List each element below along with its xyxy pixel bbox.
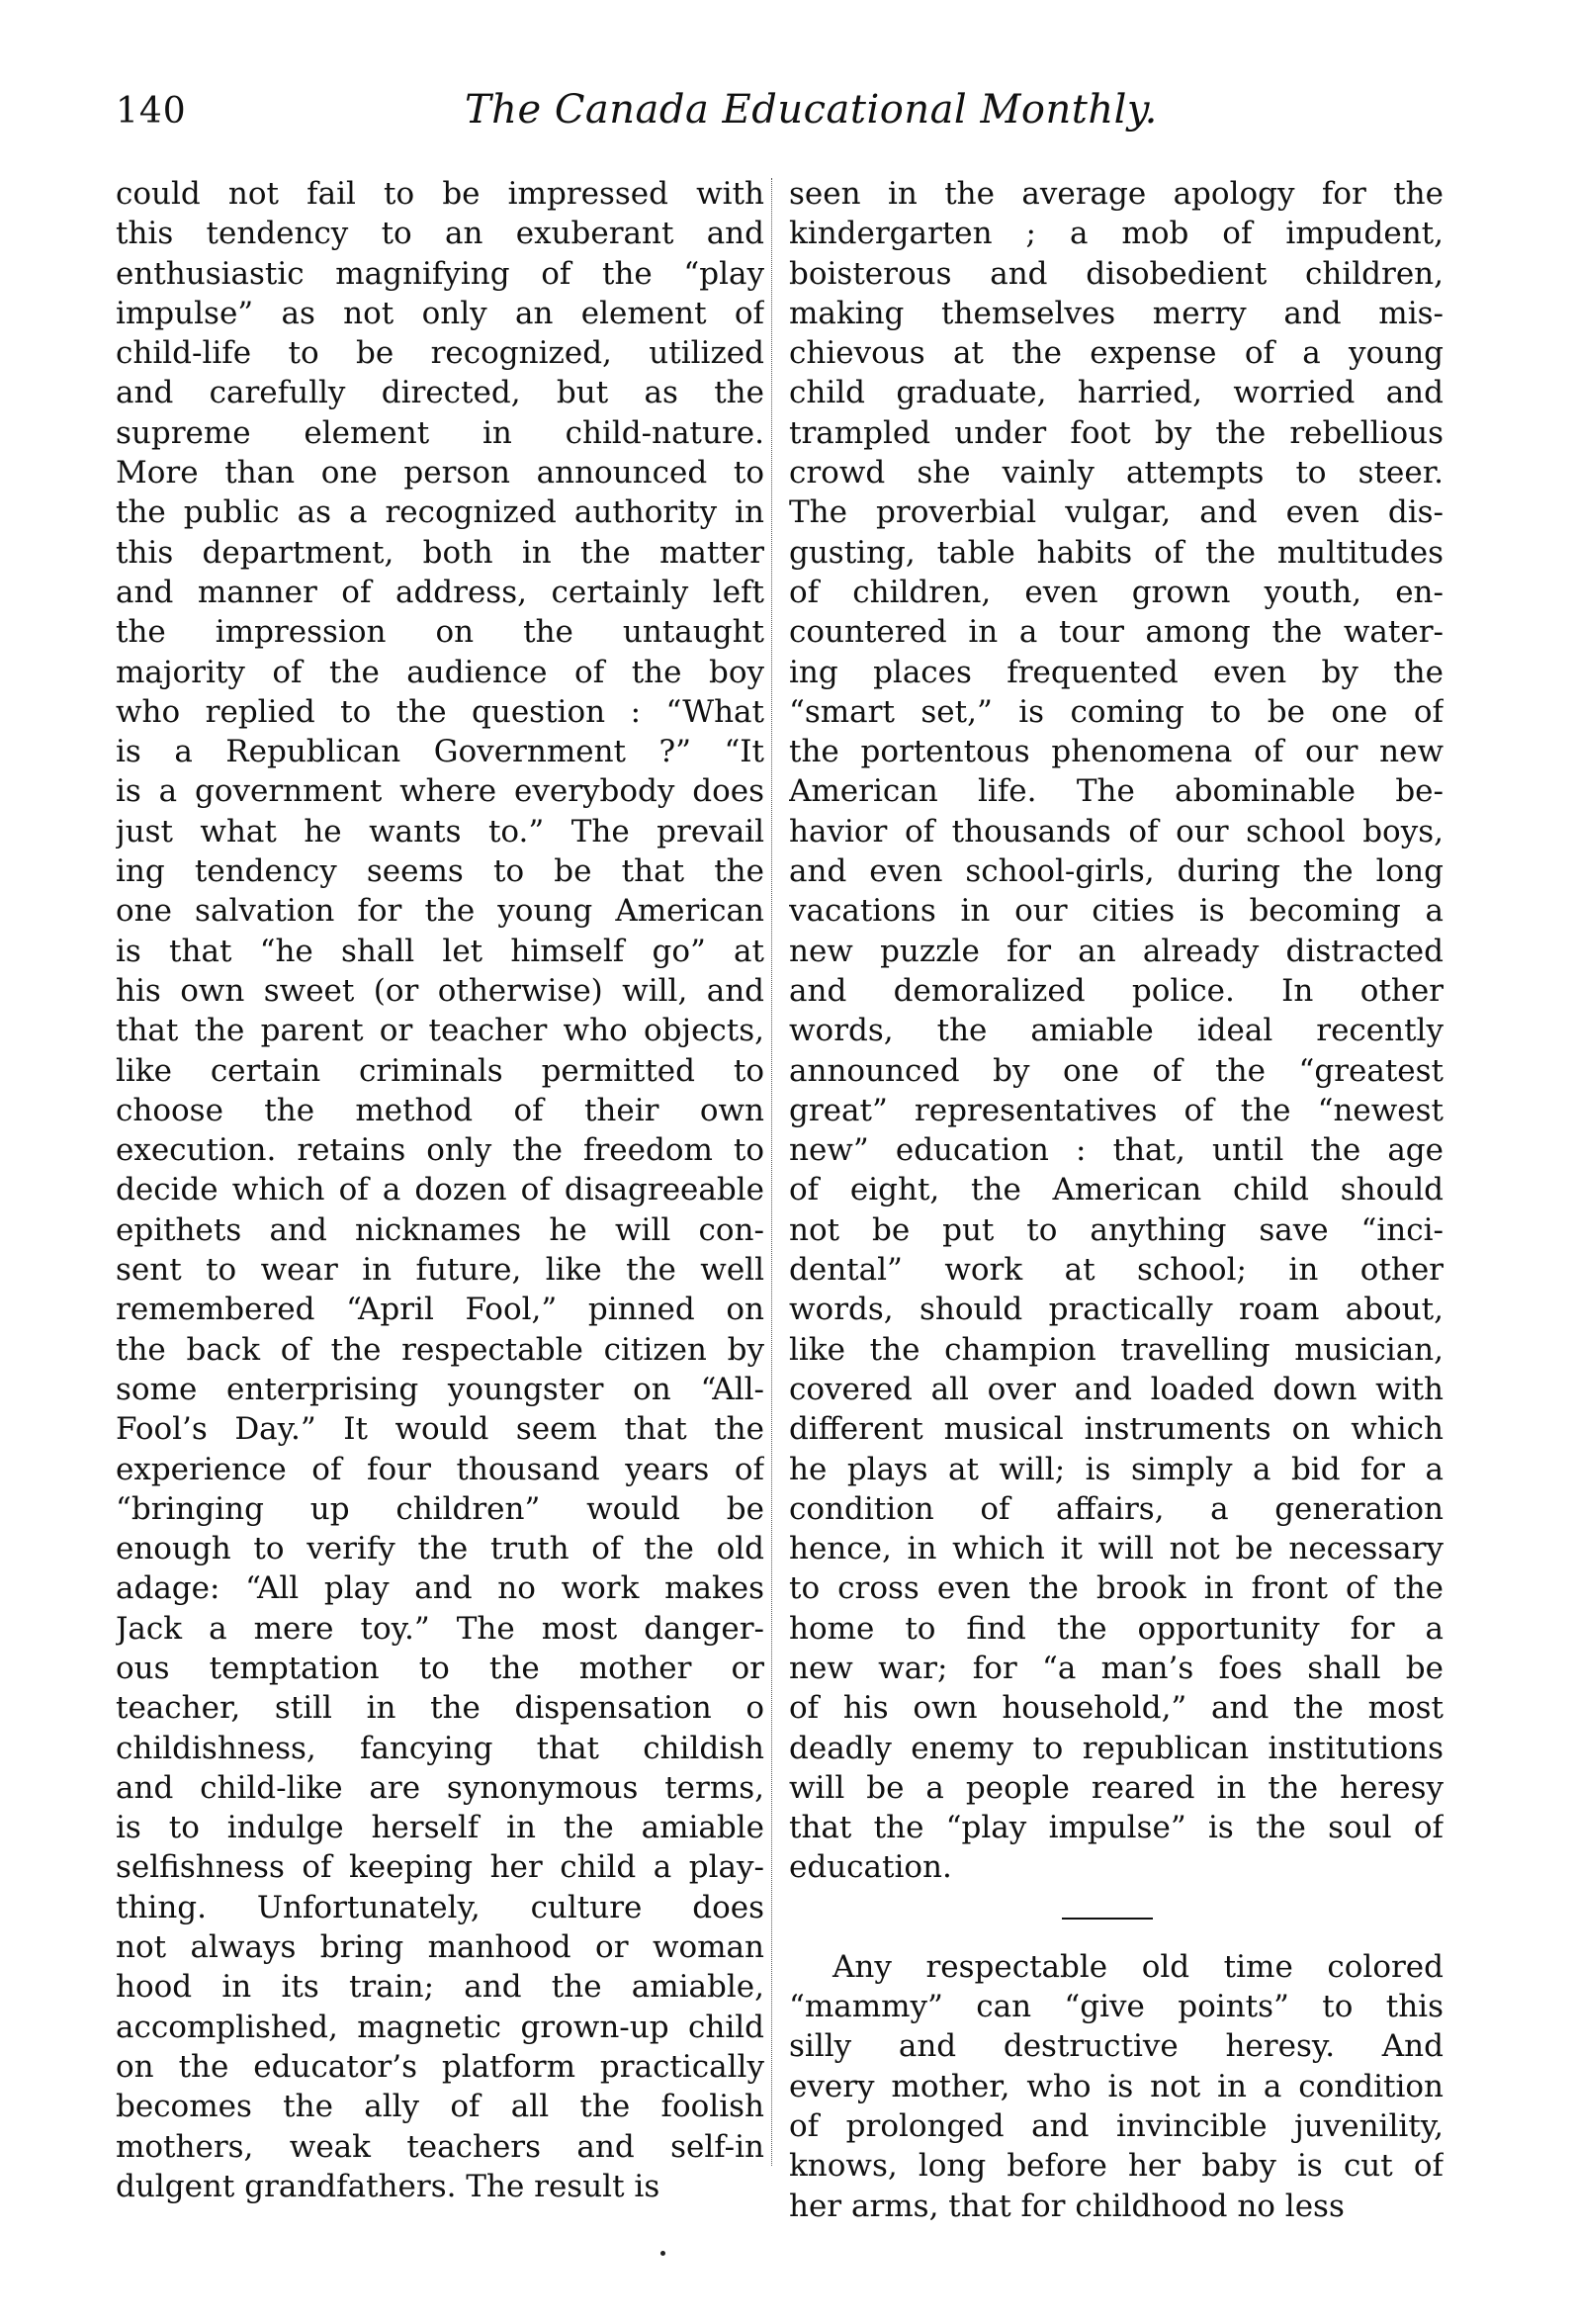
text-line: different musical instruments on which	[789, 1411, 1444, 1448]
text-line: “smart set,” is coming to be one of	[789, 693, 1444, 730]
text-line: just what he wants to.” The prevail	[116, 813, 764, 849]
text-line: adage: “All play and no work makes	[116, 1570, 764, 1607]
text-line: experience of four thousand years of	[116, 1451, 764, 1487]
text-line: child graduate, harried, worried and	[789, 375, 1444, 411]
text-line: American life. The abominable be-	[789, 773, 1444, 810]
text-line: not be put to anything save “inci-	[789, 1211, 1444, 1248]
text-line: of children, even grown youth, en-	[789, 574, 1444, 610]
page-dot-mark	[660, 2251, 665, 2256]
text-line: Any respectable old time colored	[832, 1948, 1444, 1985]
text-line: execution. retains only the freedom to	[116, 1132, 764, 1169]
text-line: to cross even the brook in front of the	[789, 1570, 1444, 1607]
text-line: words, should practically roam about,	[789, 1292, 1444, 1328]
text-line: great” representatives of the “newest	[789, 1092, 1444, 1128]
text-line: is to indulge herself in the amiable	[116, 1810, 764, 1846]
page-number: 140	[116, 91, 187, 132]
text-line: ous temptation to the mother or	[116, 1650, 764, 1686]
text-line: impulse” as not only an element of	[116, 295, 764, 331]
text-line: remembered “April Fool,” pinned on	[116, 1292, 764, 1328]
text-line: the public as a recognized authority in	[116, 494, 764, 531]
text-line: on the educator’s platform practically	[116, 2048, 764, 2085]
text-line: of prolonged and invincible juvenility,	[789, 2107, 1444, 2144]
column-divider	[771, 178, 772, 2166]
running-title: The Canada Educational Monthly.	[465, 87, 1158, 133]
text-line: who replied to the question : “What	[116, 693, 764, 730]
text-line: “mammy” can “give points” to this	[789, 1989, 1444, 2025]
text-line: his own sweet (or otherwise) will, and	[116, 972, 764, 1009]
text-line: and demoralized police. In other	[789, 972, 1444, 1009]
text-line: of his own household,” and the most	[789, 1690, 1444, 1727]
text-line: seen in the average apology for the	[789, 176, 1444, 212]
text-line: he plays at will; is simply a bid for a	[789, 1451, 1444, 1487]
section-rule	[789, 1888, 1444, 1947]
text-line: decide which of a dozen of disagreeable	[116, 1172, 764, 1208]
text-line: this department, both in the matter	[116, 534, 764, 571]
text-line: new puzzle for an already distracted	[789, 933, 1444, 969]
text-line: and manner of address, certainly left	[116, 574, 764, 610]
text-line: trampled under foot by the rebellious	[789, 414, 1444, 451]
text-line: choose the method of their own	[116, 1092, 764, 1128]
text-line: boisterous and disobedient children,	[789, 255, 1444, 292]
text-line: and child-like are synonymous terms,	[116, 1769, 764, 1806]
text-line: every mother, who is not in a condition	[789, 2068, 1444, 2104]
text-line: new war; for “a man’s foes shall be	[789, 1650, 1444, 1686]
text-line: and carefully directed, but as the	[116, 375, 764, 411]
text-line: The proverbial vulgar, and even dis-	[789, 494, 1444, 531]
text-line: like certain criminals permitted to	[116, 1052, 764, 1089]
text-line: home to find the opportunity for a	[789, 1610, 1444, 1647]
text-line: new” education : that, until the age	[789, 1132, 1444, 1169]
text-line: child-life to be recognized, utilized	[116, 335, 764, 372]
text-line: her arms, that for childhood no less	[789, 2188, 1345, 2224]
text-line: that the parent or teacher who objects,	[116, 1013, 764, 1049]
text-line: accomplished, magnetic grown-up child	[116, 2009, 764, 2045]
right-column	[789, 174, 1444, 2226]
text-line: mothers, weak teachers and self-in	[116, 2128, 764, 2165]
text-line: enough to verify the truth of the old	[116, 1531, 764, 1567]
right-paragraph-1	[789, 174, 1444, 1888]
text-line: the back of the respectable citizen by	[116, 1331, 764, 1368]
text-line: is that “he shall let himself go” at	[116, 933, 764, 969]
text-line: could not fail to be impressed with	[116, 176, 764, 212]
text-line: gusting, table habits of the multitudes	[789, 534, 1444, 571]
text-line: enthusiastic magnifying of the “play	[116, 255, 764, 292]
text-line: teacher, still in the dispensation o	[116, 1690, 764, 1727]
text-line: is a government where everybody does	[116, 773, 764, 810]
text-line: crowd she vainly attempts to steer.	[789, 455, 1444, 492]
text-line: majority of the audience of the boy	[116, 654, 764, 690]
text-line: chievous at the expense of a young	[789, 335, 1444, 372]
text-line: of eight, the American child should	[789, 1172, 1444, 1208]
text-line: making themselves merry and mis-	[789, 295, 1444, 331]
text-line: knows, long before her baby is cut of	[789, 2148, 1444, 2185]
text-line: More than one person announced to	[116, 455, 764, 492]
text-line: Jack a mere toy.” The most danger-	[116, 1610, 764, 1647]
text-line: vacations in our cities is becoming a	[789, 893, 1444, 930]
text-line: becomes the ally of all the foolish	[116, 2089, 764, 2125]
text-line: dulgent grandfathers. The result is	[116, 2168, 660, 2204]
text-line: ing places frequented even by the	[789, 654, 1444, 690]
text-line: the impression on the untaught	[116, 614, 764, 651]
text-line: announced by one of the “greatest	[789, 1052, 1444, 1089]
text-line: countered in a tour among the water-	[789, 614, 1444, 651]
text-line: childishness, fancying that childish	[116, 1730, 764, 1766]
text-line: ing tendency seems to be that the	[116, 853, 764, 890]
text-line: is a Republican Government ?” “It	[116, 734, 764, 770]
text-line: havior of thousands of our school boys,	[789, 813, 1444, 849]
text-line: supreme element in child-nature.	[116, 414, 764, 451]
text-line: “bringing up children” would be	[116, 1490, 764, 1527]
text-line: not always bring manhood or woman	[116, 1929, 764, 1966]
text-line: selfishness of keeping her child a play-	[116, 1849, 764, 1886]
right-paragraph-2	[789, 1947, 1444, 2226]
text-line: some enterprising youngster on “All-	[116, 1371, 764, 1407]
text-line: education.	[789, 1849, 952, 1886]
text-line: words, the amiable ideal recently	[789, 1013, 1444, 1049]
text-line: one salvation for the young American	[116, 893, 764, 930]
text-line: covered all over and loaded down with	[789, 1371, 1444, 1407]
left-column	[116, 174, 764, 2206]
text-line: dental” work at school; in other	[789, 1252, 1444, 1289]
text-line: sent to wear in future, like the well	[116, 1252, 764, 1289]
text-line: condition of affairs, a generation	[789, 1490, 1444, 1527]
text-line: the portentous phenomena of our new	[789, 734, 1444, 770]
text-line: that the “play impulse” is the soul of	[789, 1810, 1444, 1846]
text-line: will be a people reared in the heresy	[789, 1769, 1444, 1806]
text-line: thing. Unfortunately, culture does	[116, 1889, 764, 1925]
text-line: Fool’s Day.” It would seem that the	[116, 1411, 764, 1448]
text-line: this tendency to an exuberant and	[116, 216, 764, 252]
text-line: epithets and nicknames he will con-	[116, 1211, 764, 1248]
text-line: deadly enemy to republican institutions	[789, 1730, 1444, 1766]
text-line: silly and destructive heresy. And	[789, 2028, 1444, 2065]
text-line: kindergarten ; a mob of impudent,	[789, 216, 1444, 252]
text-line: hence, in which it will not be necessary	[789, 1531, 1444, 1567]
text-line: and even school-girls, during the long	[789, 853, 1444, 890]
text-line: like the champion travelling musician,	[789, 1331, 1444, 1368]
text-line: hood in its train; and the amiable,	[116, 1969, 764, 2006]
